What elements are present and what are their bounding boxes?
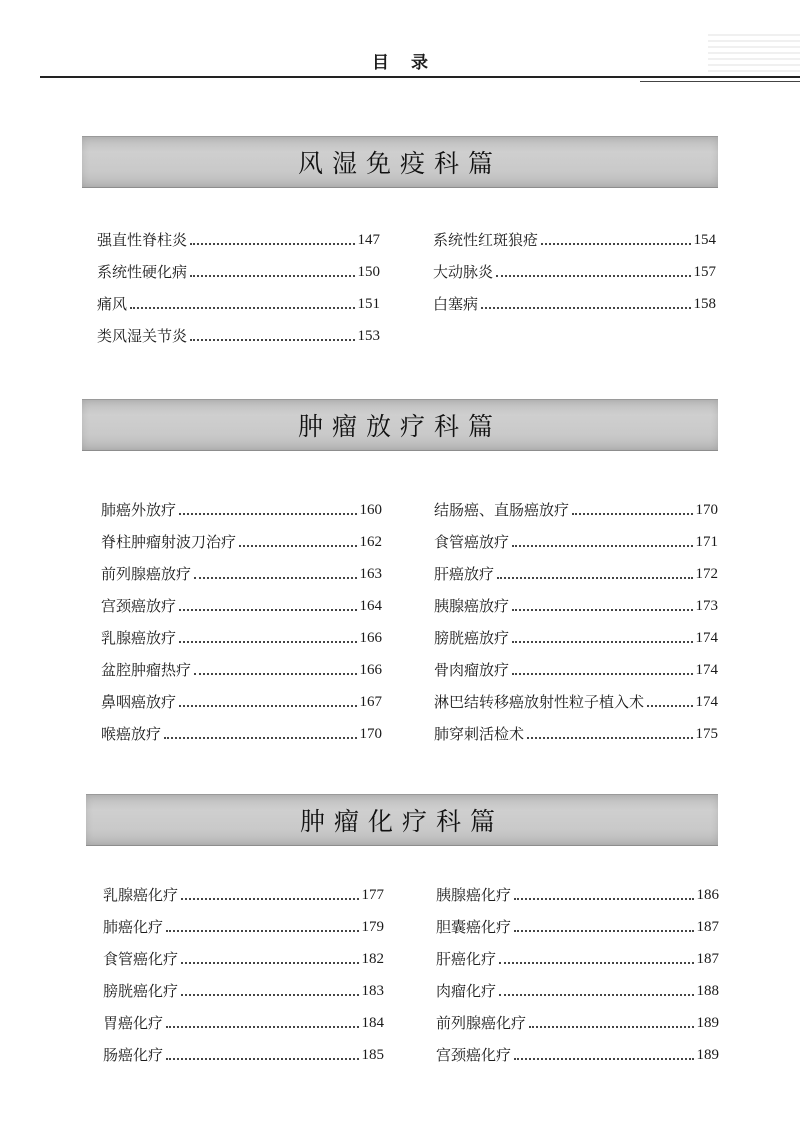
toc-entry-page: 151 bbox=[357, 296, 380, 312]
toc-entry-title: 鼻咽癌放疗 bbox=[101, 693, 177, 711]
toc-entry-page: 158 bbox=[693, 296, 716, 312]
toc-entry[interactable] bbox=[434, 616, 718, 648]
toc-entry-page: 189 bbox=[696, 1015, 719, 1031]
toc-entry-page: 164 bbox=[359, 598, 382, 614]
toc-entry-page: 147 bbox=[357, 232, 380, 248]
section-title: 肿瘤放疗科篇 bbox=[297, 412, 502, 441]
toc-entry[interactable] bbox=[101, 648, 382, 680]
dot-leader bbox=[190, 339, 354, 341]
toc-entry-page: 167 bbox=[359, 694, 382, 710]
toc-entry-title: 肝癌化疗 bbox=[436, 950, 497, 968]
dot-leader bbox=[179, 609, 356, 611]
toc-entry[interactable] bbox=[97, 282, 380, 314]
toc-entry-page: 162 bbox=[359, 534, 382, 550]
toc-entry-title: 肉瘤化疗 bbox=[436, 982, 497, 1000]
section-banner-rheumatology bbox=[82, 136, 718, 188]
toc-entry-title: 食管癌化疗 bbox=[103, 950, 179, 968]
toc-entry-page: 183 bbox=[361, 983, 384, 999]
toc-entry-title: 胰腺癌放疗 bbox=[434, 597, 510, 615]
toc-entry-page: 182 bbox=[361, 951, 384, 967]
dot-leader bbox=[647, 705, 692, 707]
dot-leader bbox=[166, 1058, 358, 1060]
dot-leader bbox=[541, 243, 690, 245]
toc-entry[interactable] bbox=[436, 1001, 719, 1033]
toc-entry[interactable] bbox=[436, 937, 719, 969]
toc-entry-title: 膀胱癌放疗 bbox=[434, 629, 510, 647]
toc-entry[interactable] bbox=[433, 250, 716, 282]
toc-entry-page: 160 bbox=[359, 502, 382, 518]
dot-leader bbox=[514, 1058, 693, 1060]
dot-leader bbox=[499, 994, 693, 996]
dot-leader bbox=[499, 962, 693, 964]
toc-entry[interactable] bbox=[103, 969, 384, 1001]
toc-entry[interactable] bbox=[436, 905, 719, 937]
toc-entry-title: 大动脉炎 bbox=[433, 263, 494, 281]
dot-leader bbox=[181, 994, 358, 996]
toc-entry-title: 胆囊癌化疗 bbox=[436, 918, 512, 936]
section-title: 肿瘤化疗科篇 bbox=[299, 807, 504, 836]
toc-entry[interactable] bbox=[436, 873, 719, 905]
dot-leader bbox=[181, 962, 358, 964]
toc-entry-title: 宫颈癌化疗 bbox=[436, 1046, 512, 1064]
dot-leader bbox=[194, 577, 356, 579]
toc-entry[interactable] bbox=[97, 218, 380, 250]
dot-leader bbox=[239, 545, 356, 547]
toc-entry-page: 170 bbox=[359, 726, 382, 742]
header-rule bbox=[40, 76, 800, 78]
toc-entry[interactable] bbox=[434, 648, 718, 680]
page-title: 目录 bbox=[372, 53, 450, 73]
toc-column-left bbox=[103, 873, 384, 1065]
dot-leader bbox=[527, 737, 692, 739]
toc-entry-page: 179 bbox=[361, 919, 384, 935]
dot-leader bbox=[481, 307, 690, 309]
toc-column-left bbox=[97, 218, 380, 346]
toc-entry-title: 胃癌化疗 bbox=[103, 1014, 164, 1032]
dot-leader bbox=[130, 307, 354, 309]
toc-entry-page: 171 bbox=[695, 534, 718, 550]
toc-entry-title: 肺癌外放疗 bbox=[101, 501, 177, 519]
toc-entry-page: 153 bbox=[357, 328, 380, 344]
dot-leader bbox=[164, 737, 356, 739]
dot-leader bbox=[190, 275, 354, 277]
toc-entry[interactable] bbox=[103, 1001, 384, 1033]
toc-entry[interactable] bbox=[103, 937, 384, 969]
section-banner-chemotherapy bbox=[86, 794, 718, 846]
toc-entry[interactable] bbox=[97, 250, 380, 282]
toc-entry-page: 186 bbox=[696, 887, 719, 903]
toc-entry-title: 乳腺癌化疗 bbox=[103, 886, 179, 904]
dot-leader bbox=[512, 545, 692, 547]
toc-entry-title: 肺穿刺活检术 bbox=[434, 725, 525, 743]
toc-entry[interactable] bbox=[433, 282, 716, 314]
toc-entry-title: 脊柱肿瘤射波刀治疗 bbox=[101, 533, 237, 551]
toc-column-right bbox=[436, 873, 719, 1065]
toc-entry-title: 乳腺癌放疗 bbox=[101, 629, 177, 647]
dot-leader bbox=[514, 930, 693, 932]
toc-entry-title: 强直性脊柱炎 bbox=[97, 231, 188, 249]
toc-entry-page: 187 bbox=[696, 951, 719, 967]
toc-entry[interactable] bbox=[434, 584, 718, 616]
toc-entry-page: 174 bbox=[695, 694, 718, 710]
toc-entry-title: 喉癌放疗 bbox=[101, 725, 162, 743]
toc-entry[interactable] bbox=[434, 680, 718, 712]
toc-entry[interactable] bbox=[434, 488, 718, 520]
toc-entry[interactable] bbox=[434, 712, 718, 744]
toc-entry-title: 前列腺癌化疗 bbox=[436, 1014, 527, 1032]
toc-entry-page: 157 bbox=[693, 264, 716, 280]
dot-leader bbox=[512, 609, 692, 611]
toc-entry-title: 前列腺癌放疗 bbox=[101, 565, 192, 583]
toc-entry-page: 163 bbox=[359, 566, 382, 582]
header-subrule bbox=[640, 81, 800, 82]
toc-entry-title: 系统性硬化病 bbox=[97, 263, 188, 281]
dot-leader bbox=[179, 705, 356, 707]
toc-entry-title: 痛风 bbox=[97, 295, 128, 313]
dot-leader bbox=[166, 1026, 358, 1028]
toc-entry-page: 184 bbox=[361, 1015, 384, 1031]
toc-entry-title: 胰腺癌化疗 bbox=[436, 886, 512, 904]
toc-entry-page: 175 bbox=[695, 726, 718, 742]
dot-leader bbox=[496, 275, 690, 277]
toc-entry[interactable] bbox=[101, 680, 382, 712]
toc-entry-title: 类风湿关节炎 bbox=[97, 327, 188, 345]
toc-entry[interactable] bbox=[103, 1033, 384, 1065]
toc-entry[interactable] bbox=[103, 905, 384, 937]
toc-column-right bbox=[433, 218, 716, 314]
toc-entry[interactable] bbox=[434, 552, 718, 584]
section-banner-radiotherapy bbox=[82, 399, 718, 451]
dot-leader bbox=[190, 243, 354, 245]
toc-entry-page: 154 bbox=[693, 232, 716, 248]
toc-entry-page: 177 bbox=[361, 887, 384, 903]
toc-entry-title: 白塞病 bbox=[433, 295, 479, 313]
toc-entry[interactable] bbox=[97, 314, 380, 346]
dot-leader bbox=[179, 513, 356, 515]
toc-entry[interactable] bbox=[101, 712, 382, 744]
toc-entry[interactable] bbox=[434, 520, 718, 552]
toc-entry[interactable] bbox=[103, 873, 384, 905]
toc-entry-title: 肝癌放疗 bbox=[434, 565, 495, 583]
toc-entry-page: 185 bbox=[361, 1047, 384, 1063]
toc-entry-page: 174 bbox=[695, 630, 718, 646]
toc-entry-page: 166 bbox=[359, 630, 382, 646]
toc-entry[interactable] bbox=[101, 520, 382, 552]
toc-entry[interactable] bbox=[433, 218, 716, 250]
dot-leader bbox=[572, 513, 692, 515]
toc-entry-page: 188 bbox=[696, 983, 719, 999]
toc-entry-title: 淋巴结转移癌放射性粒子植入术 bbox=[434, 693, 645, 711]
toc-entry-page: 174 bbox=[695, 662, 718, 678]
toc-entry-page: 170 bbox=[695, 502, 718, 518]
toc-column-right bbox=[434, 488, 718, 744]
toc-entry-title: 膀胱癌化疗 bbox=[103, 982, 179, 1000]
toc-entry-title: 系统性红斑狼疮 bbox=[433, 231, 539, 249]
dot-leader bbox=[514, 898, 693, 900]
section-title: 风湿免疫科篇 bbox=[297, 149, 502, 178]
toc-entry-title: 宫颈癌放疗 bbox=[101, 597, 177, 615]
toc-entry[interactable] bbox=[101, 552, 382, 584]
dot-leader bbox=[179, 641, 356, 643]
dot-leader bbox=[529, 1026, 693, 1028]
toc-entry[interactable] bbox=[101, 488, 382, 520]
toc-entry-page: 173 bbox=[695, 598, 718, 614]
toc-entry-title: 肺癌化疗 bbox=[103, 918, 164, 936]
dot-leader bbox=[512, 641, 692, 643]
toc-entry-title: 结肠癌、直肠癌放疗 bbox=[434, 501, 570, 519]
toc-entry-page: 187 bbox=[696, 919, 719, 935]
toc-entry-page: 166 bbox=[359, 662, 382, 678]
toc-entry-page: 150 bbox=[357, 264, 380, 280]
dot-leader bbox=[497, 577, 692, 579]
toc-entry[interactable] bbox=[101, 584, 382, 616]
toc-entry[interactable] bbox=[436, 1033, 719, 1065]
dot-leader bbox=[166, 930, 358, 932]
toc-entry-title: 肠癌化疗 bbox=[103, 1046, 164, 1064]
toc-entry-title: 盆腔肿瘤热疗 bbox=[101, 661, 192, 679]
toc-column-left bbox=[101, 488, 382, 744]
toc-entry-title: 骨肉瘤放疗 bbox=[434, 661, 510, 679]
toc-entry-page: 189 bbox=[696, 1047, 719, 1063]
toc-entry[interactable] bbox=[436, 969, 719, 1001]
toc-entry[interactable] bbox=[101, 616, 382, 648]
toc-entry-title: 食管癌放疗 bbox=[434, 533, 510, 551]
dot-leader bbox=[181, 898, 358, 900]
toc-entry-page: 172 bbox=[695, 566, 718, 582]
dot-leader bbox=[194, 673, 356, 675]
dot-leader bbox=[512, 673, 692, 675]
